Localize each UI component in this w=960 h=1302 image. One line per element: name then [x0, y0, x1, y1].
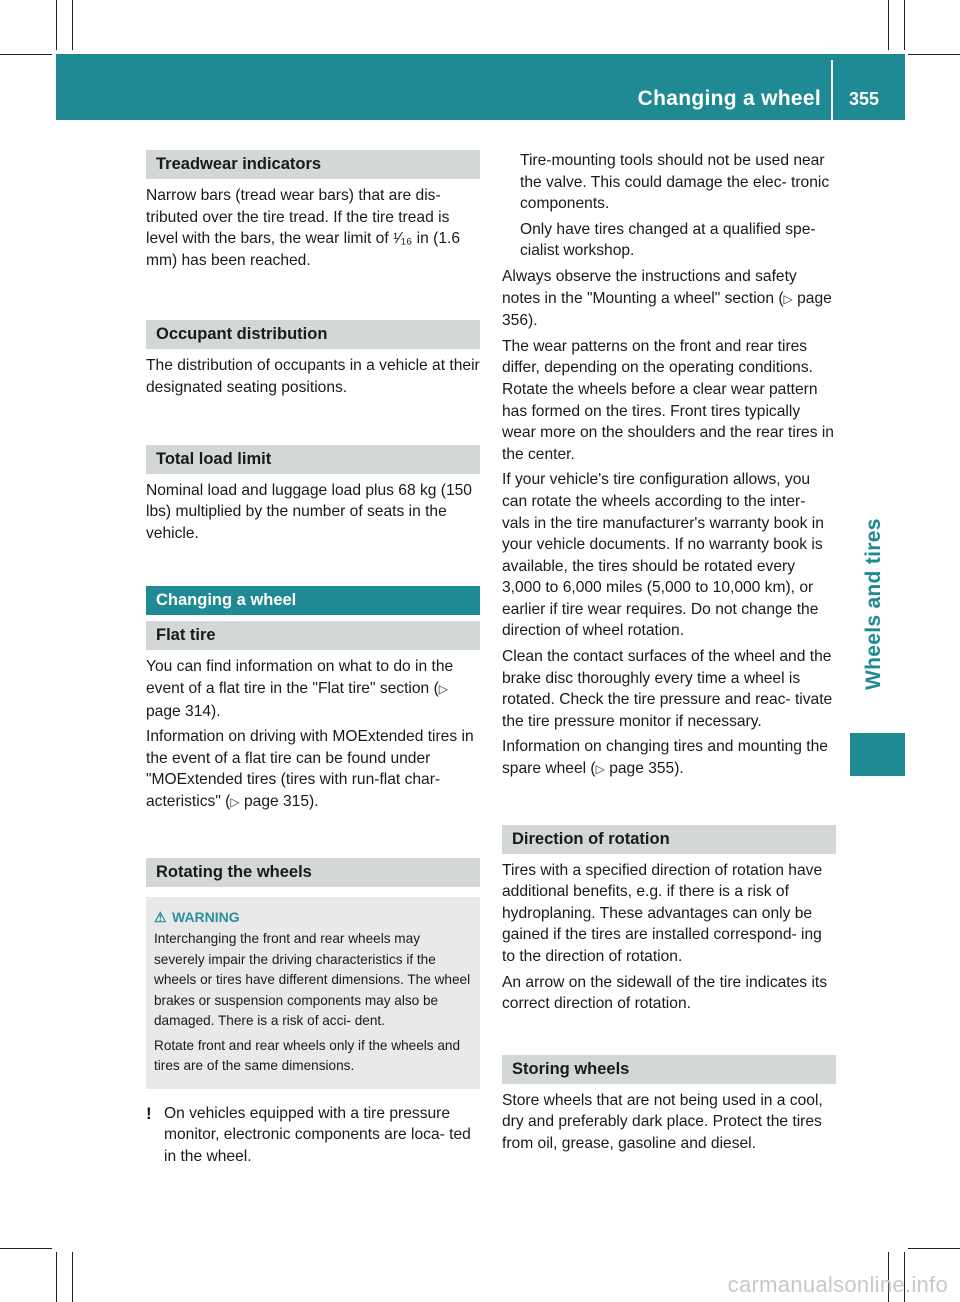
config-text: If your vehicle's tire configuration allows, you can rotate the wheels according to the inter- vals in the tire manufacturer's warranty book in your vehicle documents. If no warranty book is available, the tires should be rotated every 3,000 to 6,000 miles (5,000 to 10,000 km), or earlier if tire wear requires. Do not change the direction of wheel rotation.: [502, 471, 824, 640]
crop-mark: [888, 0, 889, 50]
crop-mark: [56, 0, 57, 50]
page-link[interactable]: page 356: [502, 289, 832, 330]
page-link[interactable]: page 315: [243, 792, 310, 810]
crop-mark: [908, 54, 960, 55]
heading-treadwear: Treadwear indicators: [146, 150, 480, 179]
clean-text: Clean the contact surfaces of the wheel and the brake disc thoroughly every time a wheel is rotated. Check the tire pressure and reac- tivate the tire pressure monitor if necessary.: [502, 648, 833, 730]
info-text: Information on changing tires and mounting the spare wheel (▷ page 355).: [502, 738, 828, 778]
warning-box: [146, 897, 480, 1089]
side-tab-label: Wheels and tires: [862, 518, 885, 690]
heading-total-load-limit: Total load limit: [146, 445, 480, 474]
heading-rotating-wheels: Rotating the wheels: [146, 858, 480, 887]
occupant-text: The distribution of occupants in a vehicle at their designated seating positions.: [146, 357, 480, 396]
page-number: 355: [848, 89, 879, 109]
page-header: [56, 54, 905, 120]
flat-tire-p1: You can find information on what to do in the event of a flat tire in the "Flat tire" section (▷ page 314).: [146, 658, 454, 720]
page-link[interactable]: page 355: [609, 760, 675, 778]
heading-direction-of-rotation: Direction of rotation: [502, 825, 836, 854]
heading-flat-tire: Flat tire: [146, 621, 480, 650]
side-tab-marker: [850, 733, 905, 776]
section-heading-changing-wheel: Changing a wheel: [146, 586, 480, 615]
wear-patterns-text: The wear patterns on the front and rear tires differ, depending on the operating conditions. Rotate the wheels before a clear wear pattern has formed on the tires. Front tires typically wear more on the shoulders and the rear tires in the center.: [502, 337, 834, 463]
page-ref-arrow-icon: ▷: [783, 291, 793, 306]
warning-text-1: Interchanging the front and rear wheels may severely impair the driving characteristics if the wheels or tires have different dimensions. The wheel brakes or suspension components may also be damaged. There is a risk of acci- dent.: [154, 931, 471, 1028]
heading-storing-wheels: Storing wheels: [502, 1055, 836, 1084]
page-ref-arrow-icon: ▷: [595, 762, 605, 777]
crop-mark: [56, 1252, 57, 1302]
warning-triangle-icon: ⚠: [154, 908, 167, 925]
note: [146, 1103, 480, 1168]
storing-text: Store wheels that are not being used in a cool, dry and preferably dark place. Protect the tires from oil, grease, gasoline and diesel.: [502, 1091, 823, 1152]
page-ref-arrow-icon: ▷: [230, 794, 240, 809]
crop-mark: [0, 1248, 52, 1249]
crop-mark: [904, 0, 905, 50]
flat-tire-p2: Information on driving with MOExtended tires in the event of a flat tire can be found under "MOExtended tires (tires with run-flat char- acteristics" (▷ page 315).: [146, 728, 474, 810]
crop-mark: [908, 1248, 960, 1249]
page-ref-arrow-icon: ▷: [438, 681, 448, 696]
right-column: [502, 150, 836, 1159]
observe-text: Always observe the instructions and safety notes in the "Mounting a wheel" section (▷ page 356).: [502, 267, 832, 330]
crop-mark: [72, 0, 73, 50]
exclamation-icon: !: [146, 1103, 152, 1123]
header-divider: [831, 60, 833, 120]
warning-header: ⚠ WARNING: [154, 907, 472, 928]
tools-text: Tire-mounting tools should not be used near the valve. This could damage the elec- tronic components.: [520, 152, 830, 213]
crop-mark: [0, 54, 52, 55]
treadwear-text: Narrow bars (tread wear bars) that are dis- tributed over the tire tread. If the tire tread is level with the bars, the wear limit of ¹⁄₁₆ in (1.6 mm) has been reached.: [146, 187, 461, 269]
total-load-text: Nominal load and luggage load plus 68 kg (150 lbs) multiplied by the number of seats in the vehicle.: [146, 481, 472, 542]
left-column: [146, 150, 480, 1167]
page-link[interactable]: page 314: [146, 702, 212, 720]
workshop-text: Only have tires changed at a qualified spe- cialist workshop.: [520, 220, 816, 260]
note-text: On vehicles equipped with a tire pressure monitor, electronic components are loca- ted in the wheel.: [164, 1104, 471, 1165]
watermark: carmanualsonline.info: [727, 1272, 948, 1297]
direction-text-1: Tires with a specified direction of rotation have additional benefits, e.g. if there is a risk of hydroplaning. These advantages can only be gained if the tires are installed correspond- ing to the direction of rotation.: [502, 861, 823, 965]
direction-text-2: An arrow on the sidewall of the tire indicates its correct direction of rotation.: [502, 973, 828, 1013]
warning-text-2: Rotate front and rear wheels only if the wheels and tires are of the same dimensions.: [154, 1037, 461, 1073]
heading-occupant-distribution: Occupant distribution: [146, 320, 480, 349]
header-title: Changing a wheel: [637, 87, 821, 110]
crop-mark: [72, 1252, 73, 1302]
